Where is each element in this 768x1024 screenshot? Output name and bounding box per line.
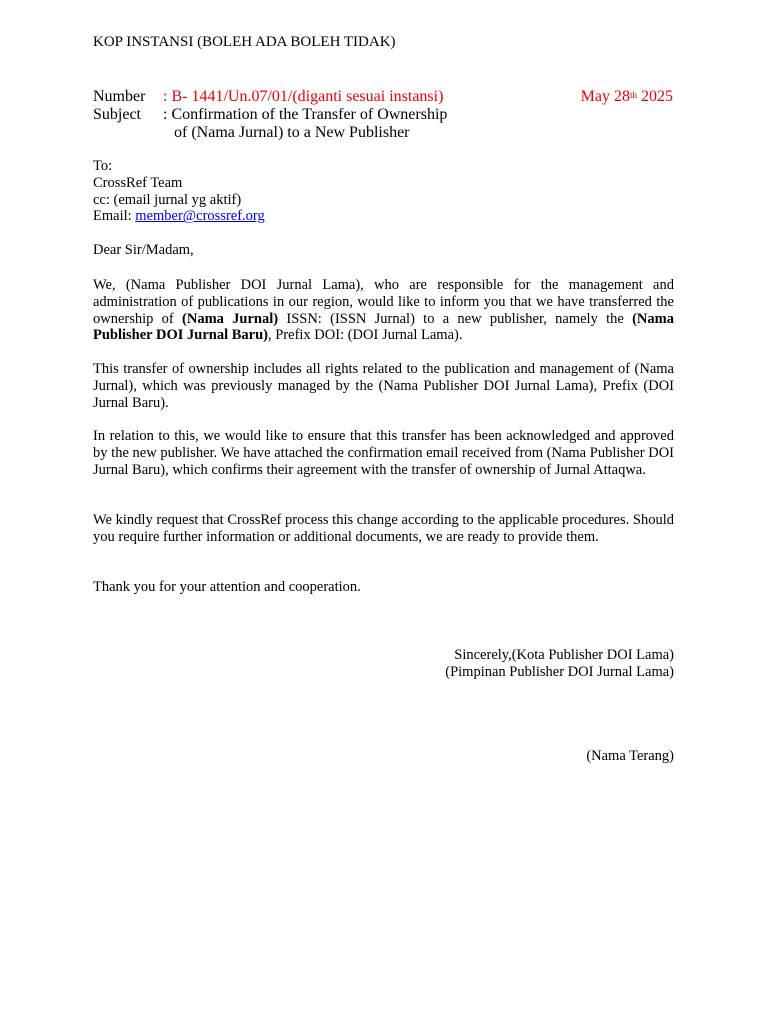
paragraph-4: We kindly request that CrossRef process this change according to the applicable procedures. Should you require further information or additional documents, we are ready to provide them. — [93, 512, 674, 545]
recipient-team: CrossRef Team — [93, 174, 183, 191]
subject-line-1: : Confirmation of the Transfer of Ownership — [163, 106, 448, 123]
recipient-email-line — [93, 208, 674, 225]
date-year: 2025 — [637, 88, 673, 105]
thanks-line: Thank you for your attention and cooperation. — [93, 579, 361, 595]
signatory-name: (Nama Terang) — [586, 748, 674, 764]
subject-row-2 — [93, 124, 447, 142]
signature-line-1: Sincerely,(Kota Publisher DOI Lama) — [454, 647, 674, 663]
subject-row — [93, 106, 447, 124]
letter-date — [581, 88, 673, 106]
paragraph-3: In relation to this, we would like to ensure that this transfer has been acknowledged and approved by the new publisher. We have attached the confirmation email received from (Nama Publisher DOI Jurnal Baru), which confirms their agreement with the transfer of ownership of Jurnal Attaqwa. — [93, 428, 674, 478]
signature-line-2: (Pimpinan Publisher DOI Jurnal Lama) — [445, 664, 674, 680]
number-label: Number — [93, 88, 146, 105]
date-suffix: th — [629, 90, 637, 100]
letter-meta — [93, 88, 447, 142]
number-value: : B- 1441/Un.07/01/(diganti sesuai instansi) — [163, 88, 444, 105]
recipient-block — [93, 158, 674, 225]
subject-line-2: of (Nama Jurnal) to a New Publisher — [174, 124, 410, 141]
subject-label: Subject — [93, 106, 141, 123]
paragraph-2: This transfer of ownership includes all rights related to the publication and management of (Nama Jurnal), which was previously managed by the (Nama Publisher DOI Jurnal Lama), Prefix (DOI Jurnal Baru). — [93, 361, 674, 411]
greeting: Dear Sir/Madam, — [93, 242, 194, 258]
journal-name-bold: (Nama Jurnal) — [182, 310, 279, 327]
new-publisher-bold: (Nama Publisher DOI Jurnal Baru) — [93, 310, 674, 344]
letterhead: KOP INSTANSI (BOLEH ADA BOLEH TIDAK) — [93, 34, 396, 50]
to-label: To: — [93, 158, 113, 174]
number-row — [93, 88, 447, 106]
date-month-day: May 28 — [580, 88, 630, 105]
recipient-cc: cc: (email jurnal yg aktif) — [93, 191, 242, 208]
email-label: Email: — [93, 208, 136, 225]
email-link[interactable]: member@crossref.org — [135, 208, 265, 225]
paragraph-1: We, (Nama Publisher DOI Jurnal Lama), who are responsible for the management and administration of publications in our region, would like to inform you that we have transferred the ownership of (Nama Jurnal) ISSN: (ISSN Jurnal) to a new publisher, namely the (Nama Publisher DOI Jurnal Baru), Prefix DOI: (DOI Jurnal Lama). — [93, 277, 674, 344]
signature-block — [445, 647, 674, 681]
